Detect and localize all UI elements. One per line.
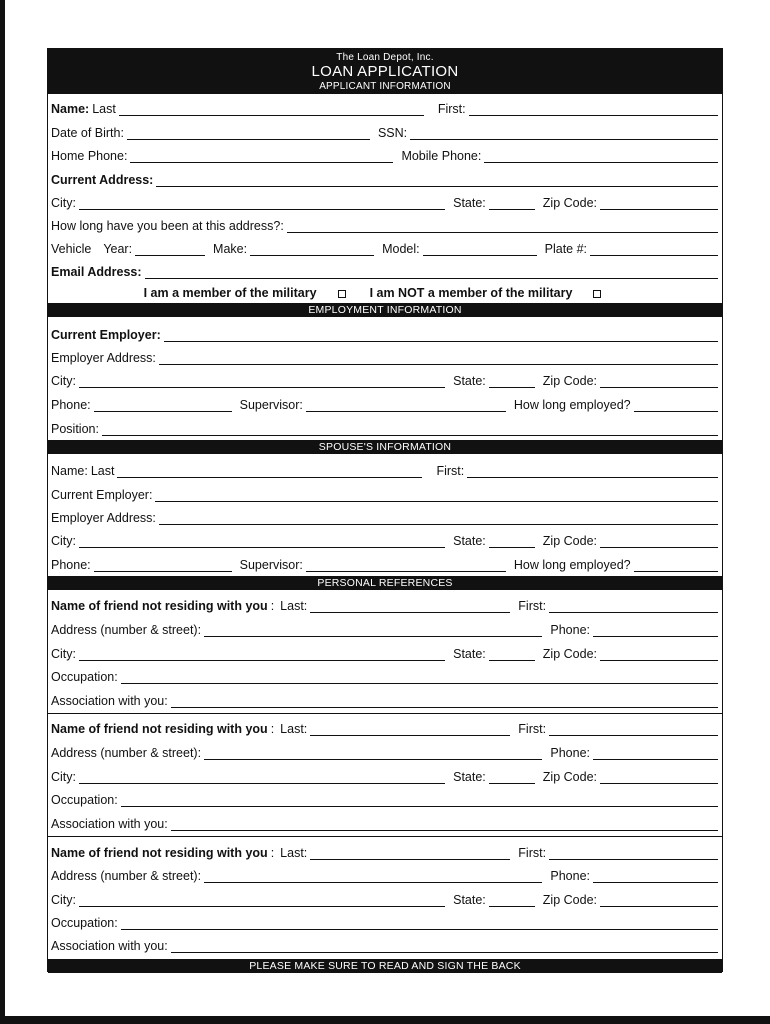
- position-label: Position:: [51, 422, 99, 436]
- ref2-first-field[interactable]: [549, 721, 718, 736]
- spouse-city-label: City:: [51, 534, 76, 548]
- applicant-first-label: First:: [437, 102, 466, 116]
- dob-field[interactable]: [127, 125, 370, 140]
- model-label: Model:: [382, 242, 420, 256]
- spouse-zip-field[interactable]: [600, 533, 718, 548]
- ref2-state-field[interactable]: [489, 769, 535, 784]
- spouse-city-field[interactable]: [79, 533, 445, 548]
- ref1-occupation-field[interactable]: [121, 669, 718, 684]
- email-field[interactable]: [145, 264, 718, 279]
- ref2-phone-label: Phone:: [550, 746, 590, 760]
- city-field[interactable]: [79, 195, 445, 210]
- ref2-friend-label: Name of friend not residing with you: [51, 722, 268, 736]
- ref1-city-field[interactable]: [79, 646, 445, 661]
- ref2-first-label: First:: [518, 722, 547, 736]
- ref3-phone-field[interactable]: [593, 868, 718, 883]
- employer-phone-row: [51, 395, 718, 412]
- current-address-label: Current Address:: [51, 173, 154, 187]
- ssn-field[interactable]: [410, 125, 718, 140]
- ref1-last-label: Last:: [280, 599, 308, 613]
- spouse-supervisor-field[interactable]: [306, 557, 506, 572]
- reference-1-address-row: [51, 620, 718, 637]
- reference-1-occupation-row: [51, 667, 718, 684]
- ref3-address-label: Address (number & street):: [51, 869, 202, 883]
- applicant-city-row: [51, 193, 718, 210]
- applicant-name-row: [51, 99, 718, 116]
- zip-field[interactable]: [600, 195, 718, 210]
- zip-label: Zip Code:: [542, 196, 597, 210]
- applicant-name-label: Name:: [51, 102, 90, 116]
- vehicle-make-field[interactable]: [250, 241, 374, 256]
- position-field[interactable]: [102, 421, 718, 436]
- ref1-first-label: First:: [518, 599, 547, 613]
- applicant-first-field[interactable]: [469, 101, 718, 116]
- spouse-employer-address-label: Employer Address:: [51, 511, 156, 525]
- plate-label: Plate #:: [544, 242, 588, 256]
- spouse-phone-field[interactable]: [94, 557, 232, 572]
- year-label: Year:: [103, 242, 133, 256]
- reference-3-occupation-row: [51, 913, 718, 930]
- ref3-city-label: City:: [51, 893, 76, 907]
- applicant-dob-row: [51, 123, 718, 140]
- ref3-friend-label: Name of friend not residing with you: [51, 846, 268, 860]
- section-applicant-title: APPLICANT INFORMATION: [319, 81, 451, 92]
- home-phone-label: Home Phone:: [51, 149, 128, 163]
- ref2-phone-field[interactable]: [593, 745, 718, 760]
- applicant-how-long-row: [51, 216, 718, 233]
- ref1-friend-label: Name of friend not residing with you: [51, 599, 268, 613]
- dob-label: Date of Birth:: [51, 126, 124, 140]
- reference-1-name-row: Name of friend not residing with you : Last: First:: [51, 596, 718, 613]
- supervisor-field[interactable]: [306, 397, 506, 412]
- employer-address-row: [51, 348, 718, 365]
- applicant-address-row: [51, 170, 718, 187]
- scan-border-bottom: [0, 1016, 770, 1024]
- ref2-address-field[interactable]: [204, 745, 542, 760]
- reference-3-association-row: [51, 936, 718, 953]
- ref3-city-field[interactable]: [79, 892, 445, 907]
- reference-3-address-row: [51, 866, 718, 883]
- ref1-phone-label: Phone:: [550, 623, 590, 637]
- section-references-title: PERSONAL REFERENCES: [48, 576, 722, 590]
- spouse-state-label: State:: [453, 534, 486, 548]
- make-label: Make:: [213, 242, 248, 256]
- reference-2-occupation-row: [51, 790, 718, 807]
- reference-1-association-row: [51, 691, 718, 708]
- ref3-association-field[interactable]: [171, 938, 718, 953]
- employer-city-label: City:: [51, 374, 76, 388]
- spouse-last-field[interactable]: [117, 463, 422, 478]
- reference-1-city-row: [51, 644, 718, 661]
- section-spouse-title: SPOUSE'S INFORMATION: [48, 440, 722, 454]
- employer-phone-field[interactable]: [94, 397, 232, 412]
- employer-label: Current Employer:: [51, 328, 161, 342]
- employer-city-row: [51, 371, 718, 388]
- reference-3-city-row: [51, 890, 718, 907]
- ref3-occupation-label: Occupation:: [51, 916, 118, 930]
- how-long-address-label: How long have you been at this address?:: [51, 219, 284, 233]
- ref2-address-label: Address (number & street):: [51, 746, 202, 760]
- ref1-first-field[interactable]: [549, 598, 718, 613]
- ref3-association-label: Association with you:: [51, 939, 168, 953]
- form-header: [48, 49, 722, 94]
- employer-city-field[interactable]: [79, 373, 445, 388]
- ref3-occupation-field[interactable]: [121, 915, 718, 930]
- applicant-last-field[interactable]: [119, 101, 424, 116]
- spouse-city-row: [51, 531, 718, 548]
- ref2-city-field[interactable]: [79, 769, 445, 784]
- city-label: City:: [51, 196, 76, 210]
- applicant-last-label: Last: [92, 102, 116, 116]
- employer-zip-field[interactable]: [600, 373, 718, 388]
- ref3-state-label: State:: [453, 893, 486, 907]
- ref3-zip-field[interactable]: [600, 892, 718, 907]
- spouse-supervisor-label: Supervisor:: [239, 558, 303, 572]
- ref1-address-field[interactable]: [204, 622, 542, 637]
- ref2-state-label: State:: [453, 770, 486, 784]
- spouse-first-label: First:: [436, 464, 465, 478]
- ref1-occupation-label: Occupation:: [51, 670, 118, 684]
- spouse-how-long-label: How long employed?: [513, 558, 631, 572]
- vehicle-year-field[interactable]: [135, 241, 205, 256]
- ref1-city-label: City:: [51, 647, 76, 661]
- reference-2-address-row: [51, 743, 718, 760]
- ref2-zip-field[interactable]: [600, 769, 718, 784]
- spouse-last-label: Last: [90, 464, 115, 478]
- spouse-phone-row: [51, 555, 718, 572]
- supervisor-label: Supervisor:: [239, 398, 303, 412]
- vehicle-label: Vehicle: [51, 242, 92, 256]
- reference-2-city-row: [51, 767, 718, 784]
- ref2-association-label: Association with you:: [51, 817, 168, 831]
- ref2-association-field[interactable]: [171, 816, 718, 831]
- how-long-address-field[interactable]: [287, 218, 718, 233]
- ref3-last-field[interactable]: [310, 845, 510, 860]
- email-label: Email Address:: [51, 265, 142, 279]
- employer-state-label: State:: [453, 374, 486, 388]
- state-field[interactable]: [489, 195, 535, 210]
- ref1-address-label: Address (number & street):: [51, 623, 202, 637]
- reference-divider: [48, 836, 722, 837]
- military-no-label: I am NOT a member of the military: [369, 286, 573, 300]
- spouse-zip-label: Zip Code:: [542, 534, 597, 548]
- vehicle-plate-field[interactable]: [590, 241, 718, 256]
- section-employment-title: EMPLOYMENT INFORMATION: [48, 303, 722, 317]
- reference-2-name-row: Name of friend not residing with you : Last: First:: [51, 719, 718, 736]
- scan-border-left: [0, 0, 5, 1024]
- military-no-checkbox[interactable]: [593, 290, 601, 298]
- spouse-first-field[interactable]: [467, 463, 718, 478]
- employer-state-field[interactable]: [489, 373, 535, 388]
- spouse-name-row: [51, 461, 718, 478]
- ref3-phone-label: Phone:: [550, 869, 590, 883]
- ref3-first-label: First:: [518, 846, 547, 860]
- employer-row: [51, 325, 718, 342]
- ref2-occupation-label: Occupation:: [51, 793, 118, 807]
- spouse-state-field[interactable]: [489, 533, 535, 548]
- mobile-phone-field[interactable]: [484, 148, 718, 163]
- ssn-label: SSN:: [377, 126, 408, 140]
- mobile-phone-label: Mobile Phone:: [401, 149, 482, 163]
- spouse-how-long-field[interactable]: [634, 557, 718, 572]
- ref2-last-field[interactable]: [310, 721, 510, 736]
- how-long-employed-field[interactable]: [634, 397, 718, 412]
- ref2-zip-label: Zip Code:: [542, 770, 597, 784]
- spouse-employer-address-row: [51, 508, 718, 525]
- employer-phone-label: Phone:: [51, 398, 91, 412]
- spouse-employer-address-field[interactable]: [159, 510, 718, 525]
- form-title: LOAN APPLICATION: [311, 63, 459, 80]
- spouse-employer-field[interactable]: [155, 487, 718, 502]
- employer-address-label: Employer Address:: [51, 351, 156, 365]
- spouse-employer-row: [51, 485, 718, 502]
- ref1-state-label: State:: [453, 647, 486, 661]
- footer-note: PLEASE MAKE SURE TO READ AND SIGN THE BACK: [48, 959, 722, 973]
- current-address-field[interactable]: [156, 172, 718, 187]
- employer-field[interactable]: [164, 327, 718, 342]
- ref1-zip-field[interactable]: [600, 646, 718, 661]
- reference-3-name-row: Name of friend not residing with you : Last: First:: [51, 843, 718, 860]
- employer-address-field[interactable]: [159, 350, 718, 365]
- employer-zip-label: Zip Code:: [542, 374, 597, 388]
- ref3-address-field[interactable]: [204, 868, 542, 883]
- spouse-phone-label: Phone:: [51, 558, 91, 572]
- applicant-email-row: [51, 262, 718, 279]
- ref3-last-label: Last:: [280, 846, 308, 860]
- reference-divider: [48, 713, 722, 714]
- applicant-phone-row: [51, 146, 718, 163]
- ref2-last-label: Last:: [280, 722, 308, 736]
- state-label: State:: [453, 196, 486, 210]
- ref1-zip-label: Zip Code:: [542, 647, 597, 661]
- ref1-last-field[interactable]: [310, 598, 510, 613]
- vehicle-model-field[interactable]: [423, 241, 537, 256]
- how-long-employed-label: How long employed?: [513, 398, 631, 412]
- military-yes-label: I am a member of the military: [143, 286, 317, 300]
- military-row: [51, 283, 718, 300]
- home-phone-field[interactable]: [130, 148, 393, 163]
- reference-2-association-row: [51, 814, 718, 831]
- spouse-employer-label: Current Employer:: [51, 488, 153, 502]
- ref1-state-field[interactable]: [489, 646, 535, 661]
- ref3-zip-label: Zip Code:: [542, 893, 597, 907]
- ref3-first-field[interactable]: [549, 845, 718, 860]
- ref3-state-field[interactable]: [489, 892, 535, 907]
- ref1-association-label: Association with you:: [51, 694, 168, 708]
- spouse-name-label: Name:: [51, 464, 88, 478]
- ref2-occupation-field[interactable]: [121, 792, 718, 807]
- ref2-city-label: City:: [51, 770, 76, 784]
- ref1-phone-field[interactable]: [593, 622, 718, 637]
- position-row: [51, 419, 718, 436]
- loan-application-form: [47, 48, 723, 972]
- military-yes-checkbox[interactable]: [338, 290, 346, 298]
- applicant-vehicle-row: [51, 239, 718, 256]
- company-name: The Loan Depot, Inc.: [336, 52, 434, 63]
- ref1-association-field[interactable]: [171, 693, 718, 708]
